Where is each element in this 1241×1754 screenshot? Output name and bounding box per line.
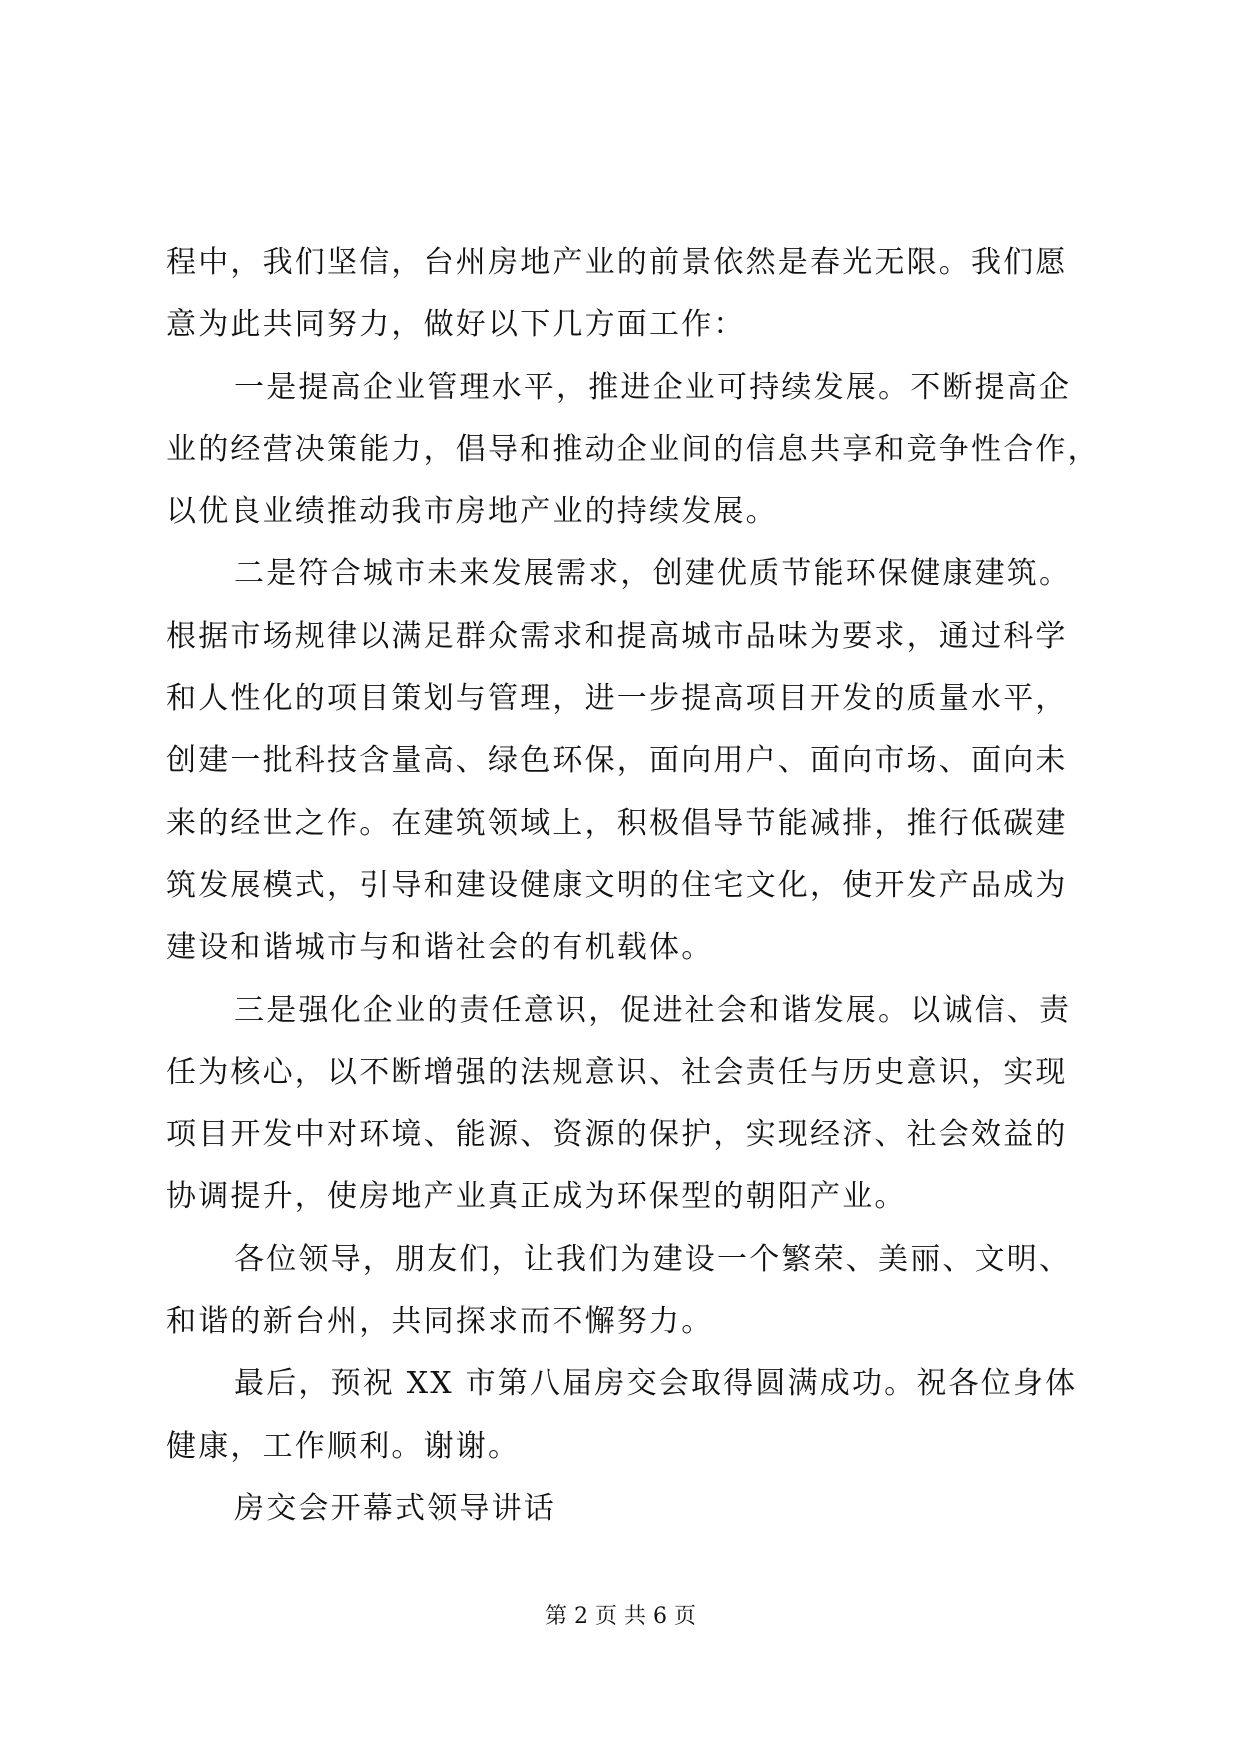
text-line: 以优良业绩推动我市房地产业的持续发展。 [166, 494, 778, 530]
text-line: 筑发展模式，引导和建设健康文明的住宅文化，使开发产品成为 [166, 867, 1068, 903]
text-line: 意为此共同努力，做好以下几方面工作： [166, 307, 746, 343]
text-line: 创建一批科技含量高、绿色环保，面向用户、面向市场、面向未 [166, 743, 1068, 779]
text-line: 二是符合城市未来发展需求，创建优质节能环保健康建筑。 [234, 556, 1072, 592]
text-line: 项目开发中对环境、能源、资源的保护，实现经济、社会效益的 [166, 1117, 1068, 1153]
text-line: 房交会开幕式领导讲话 [234, 1490, 556, 1526]
text-line: 各位领导，朋友们，让我们为建设一个繁荣、美丽、文明、 [234, 1241, 1072, 1277]
text-line: 程中，我们坚信，台州房地产业的前景依然是春光无限。我们愿 [166, 245, 1068, 280]
text-line: 建设和谐城市与和谐社会的有机载体。 [166, 930, 714, 966]
text-line: 三是强化企业的责任意识，促进社会和谐发展。以诚信、责 [234, 992, 1072, 1028]
text-line: 和人性化的项目策划与管理，进一步提高项目开发的质量水平， [166, 681, 1068, 717]
text-line: 和谐的新台州，共同探求而不懈努力。 [166, 1304, 714, 1340]
text-line: 来的经世之作。在建筑领域上，积极倡导节能减排，推行低碳建 [166, 805, 1068, 841]
text-line: 业的经营决策能力，倡导和推动企业间的信息共享和竞争性合作， [166, 431, 1100, 467]
text-line: 健康，工作顺利。谢谢。 [166, 1428, 521, 1464]
page-footer: 第 2 页 共 6 页 [545, 1604, 696, 1629]
text-line: 一是提高企业管理水平，推进企业可持续发展。不断提高企 [234, 369, 1072, 405]
text-line: 最后，预祝 XX 市第八届房交会取得圆满成功。祝各位身体 [234, 1366, 1078, 1402]
text-line: 任为核心，以不断增强的法规意识、社会责任与历史意识，实现 [166, 1054, 1068, 1090]
document-body [166, 232, 1100, 1540]
text-line: 根据市场规律以满足群众需求和提高城市品味为要求，通过科学 [166, 618, 1068, 654]
text-line: 协调提升，使房地产业真正成为环保型的朝阳产业。 [166, 1179, 907, 1215]
